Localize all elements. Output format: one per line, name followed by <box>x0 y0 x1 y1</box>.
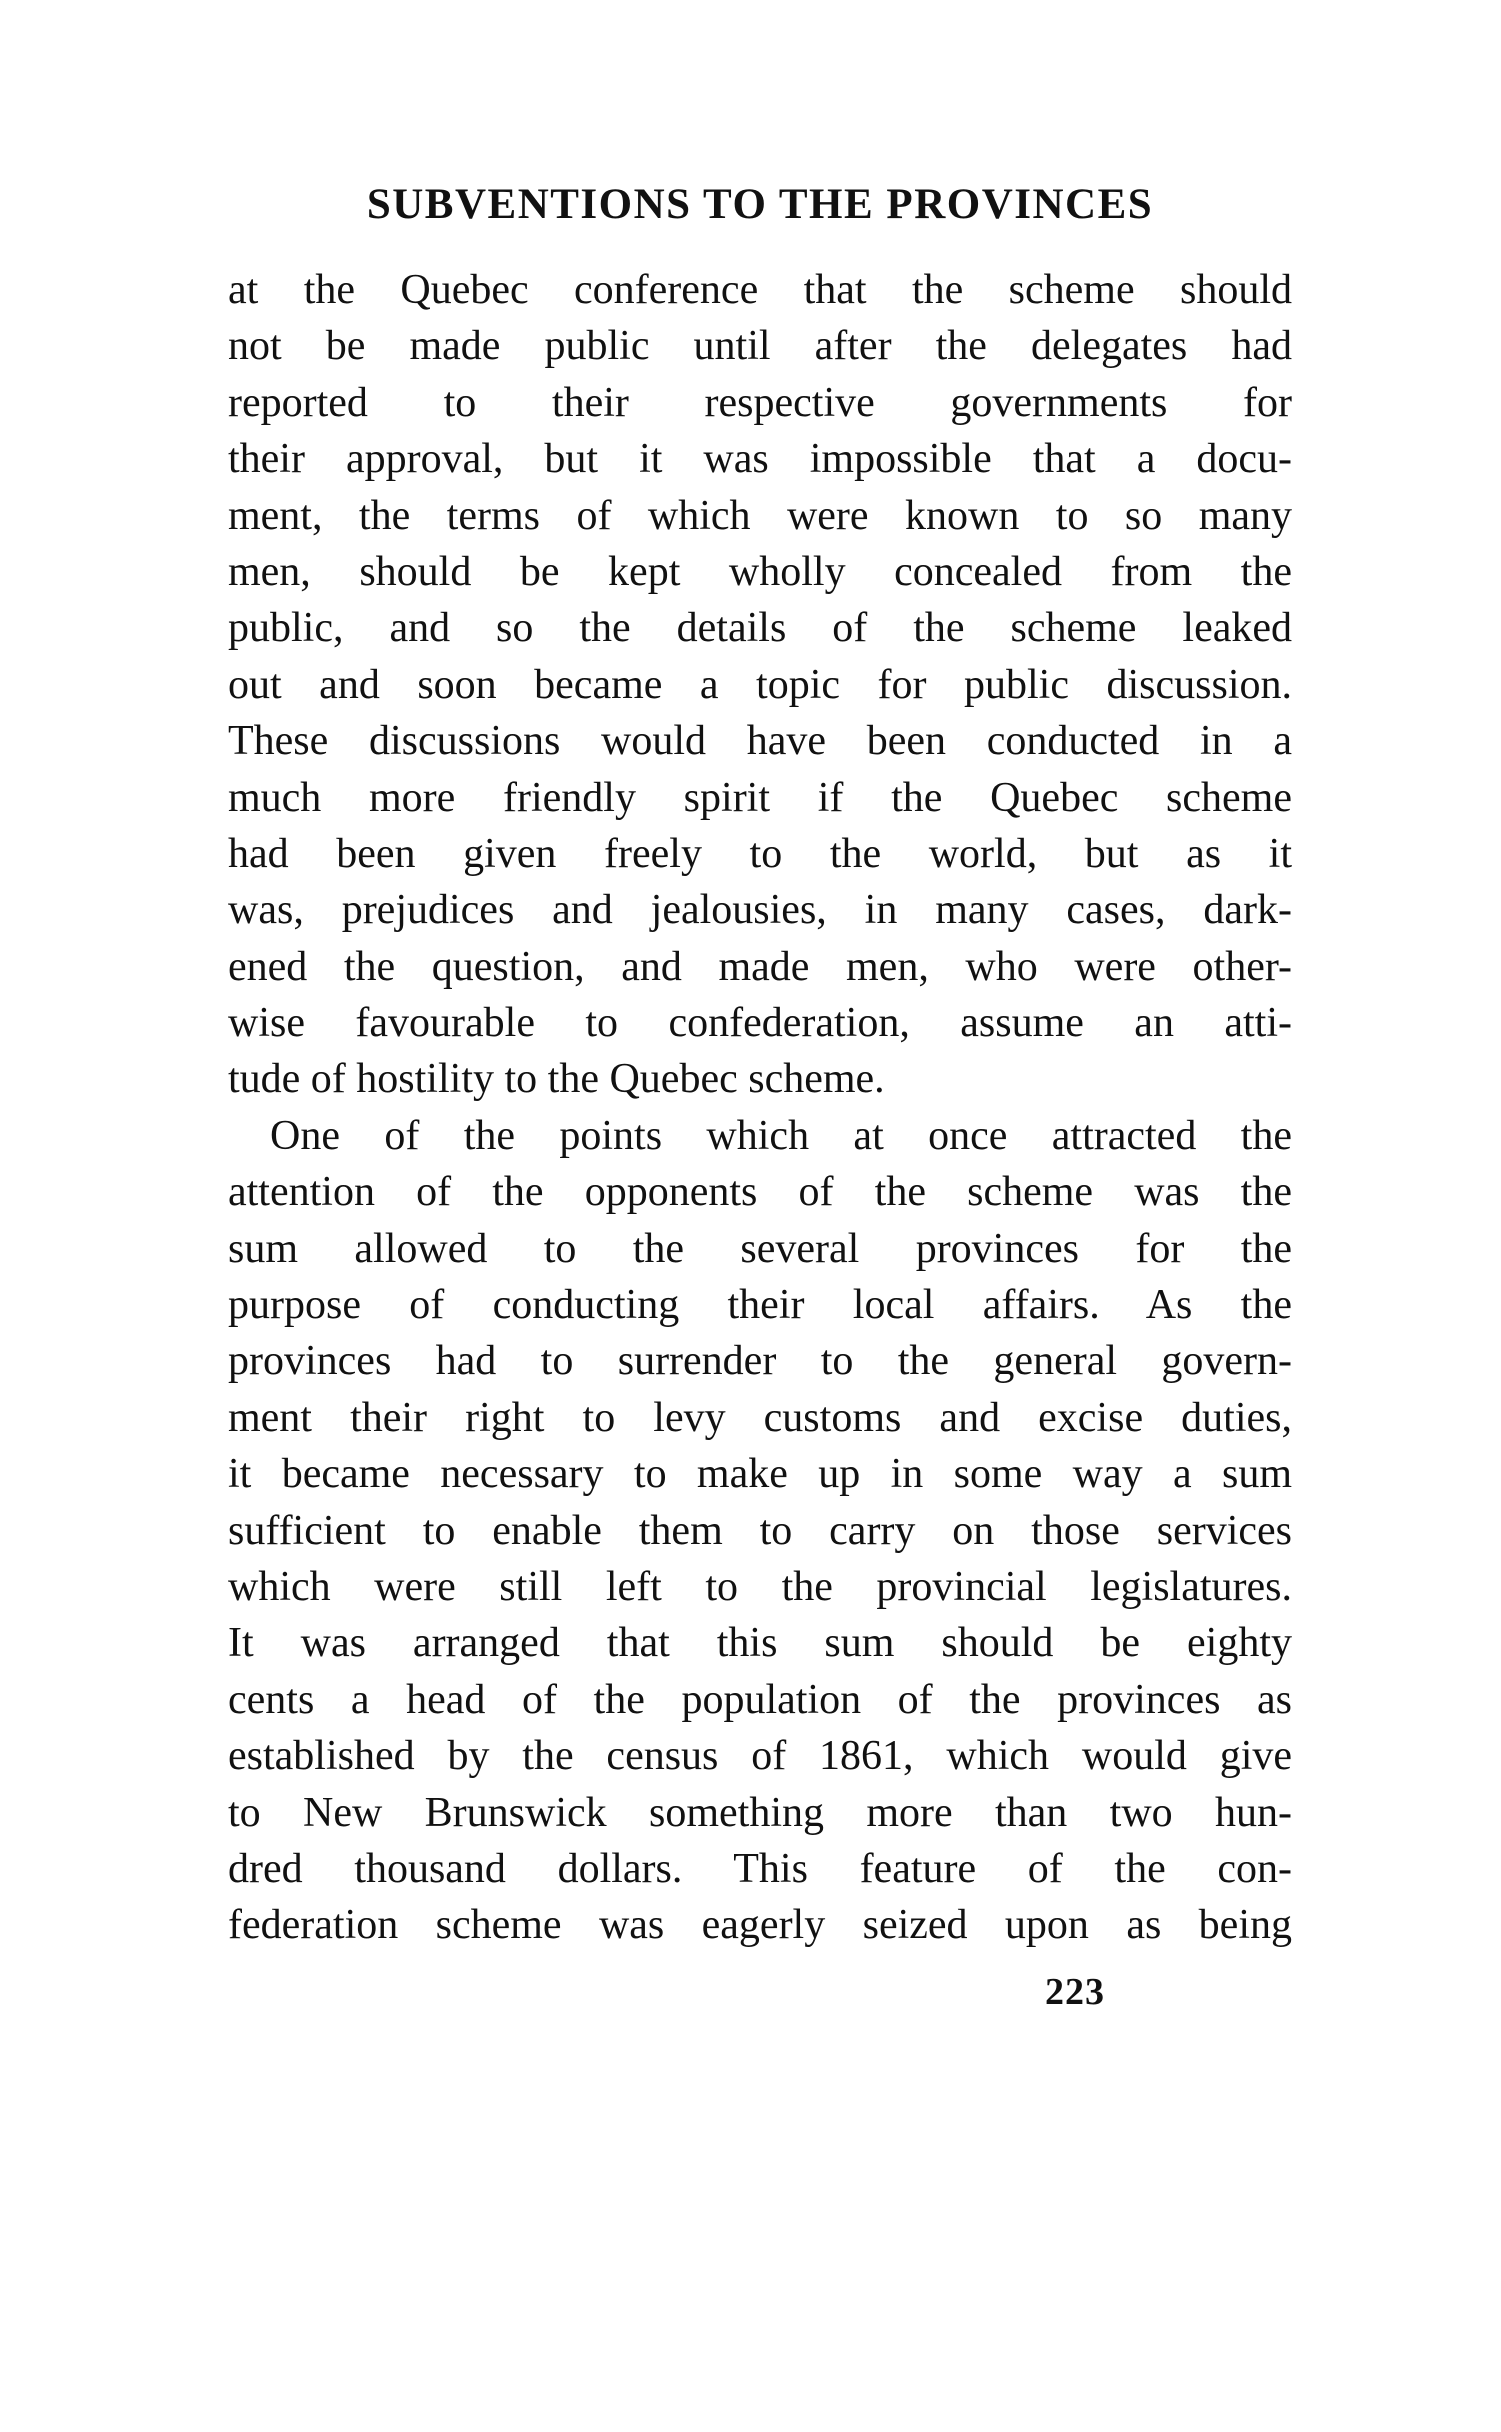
text-line: their approval, but it was impossible that a docu- <box>228 436 1292 483</box>
text-line: federation scheme was eagerly seized upon as being <box>228 1902 1292 1949</box>
text-line: ment, the terms of which were known to so many <box>228 492 1292 539</box>
paragraph <box>228 262 1292 1108</box>
text-line: ment their right to levy customs and excise duties, <box>228 1394 1292 1441</box>
body-text <box>228 262 1292 1954</box>
text-line: it became necessary to make up in some way a sum <box>228 1451 1292 1498</box>
text-line: purpose of conducting their local affairs. As the <box>228 1282 1292 1329</box>
text-line: reported to their respective governments for <box>228 379 1292 426</box>
text-line: public, and so the details of the scheme leaked <box>228 605 1292 652</box>
text-line: ened the question, and made men, who were other- <box>228 943 1292 990</box>
text-line: These discussions would have been conducted in a <box>228 718 1292 765</box>
text-line: cents a head of the population of the provinces as <box>228 1676 1292 1723</box>
text-line: It was arranged that this sum should be eighty <box>228 1620 1292 1667</box>
text-line: wise favourable to confederation, assume an atti- <box>228 1000 1292 1047</box>
text-line: was, prejudices and jealousies, in many cases, dark- <box>228 887 1292 934</box>
text-line: provinces had to surrender to the general govern- <box>228 1338 1292 1385</box>
text-line: men, should be kept wholly concealed from the <box>228 548 1292 595</box>
text-line: tude of hostility to the Quebec scheme. <box>228 1056 885 1103</box>
text-line: sum allowed to the several provinces for the <box>228 1225 1292 1272</box>
text-line: at the Quebec conference that the scheme should <box>228 267 1292 313</box>
text-line: to New Brunswick something more than two hun- <box>228 1789 1292 1836</box>
text-line: sufficient to enable them to carry on those services <box>228 1507 1292 1554</box>
paragraph <box>228 1108 1292 1954</box>
running-head: SUBVENTIONS TO THE PROVINCES <box>366 181 1154 228</box>
page-number: 223 <box>1045 1971 1105 2013</box>
text-line: had been given freely to the world, but as it <box>228 830 1292 877</box>
text-line: out and soon became a topic for public discussion. <box>228 661 1292 708</box>
text-line: One of the points which at once attracted the <box>270 1112 1292 1159</box>
text-line: dred thousand dollars. This feature of the con- <box>228 1845 1292 1892</box>
text-line: established by the census of 1861, which would give <box>228 1733 1292 1780</box>
text-line: attention of the opponents of the scheme was the <box>228 1169 1292 1216</box>
text-line: much more friendly spirit if the Quebec scheme <box>228 774 1292 821</box>
text-line: which were still left to the provincial legislatures. <box>228 1563 1292 1610</box>
text-line: not be made public until after the delegates had <box>228 323 1292 370</box>
